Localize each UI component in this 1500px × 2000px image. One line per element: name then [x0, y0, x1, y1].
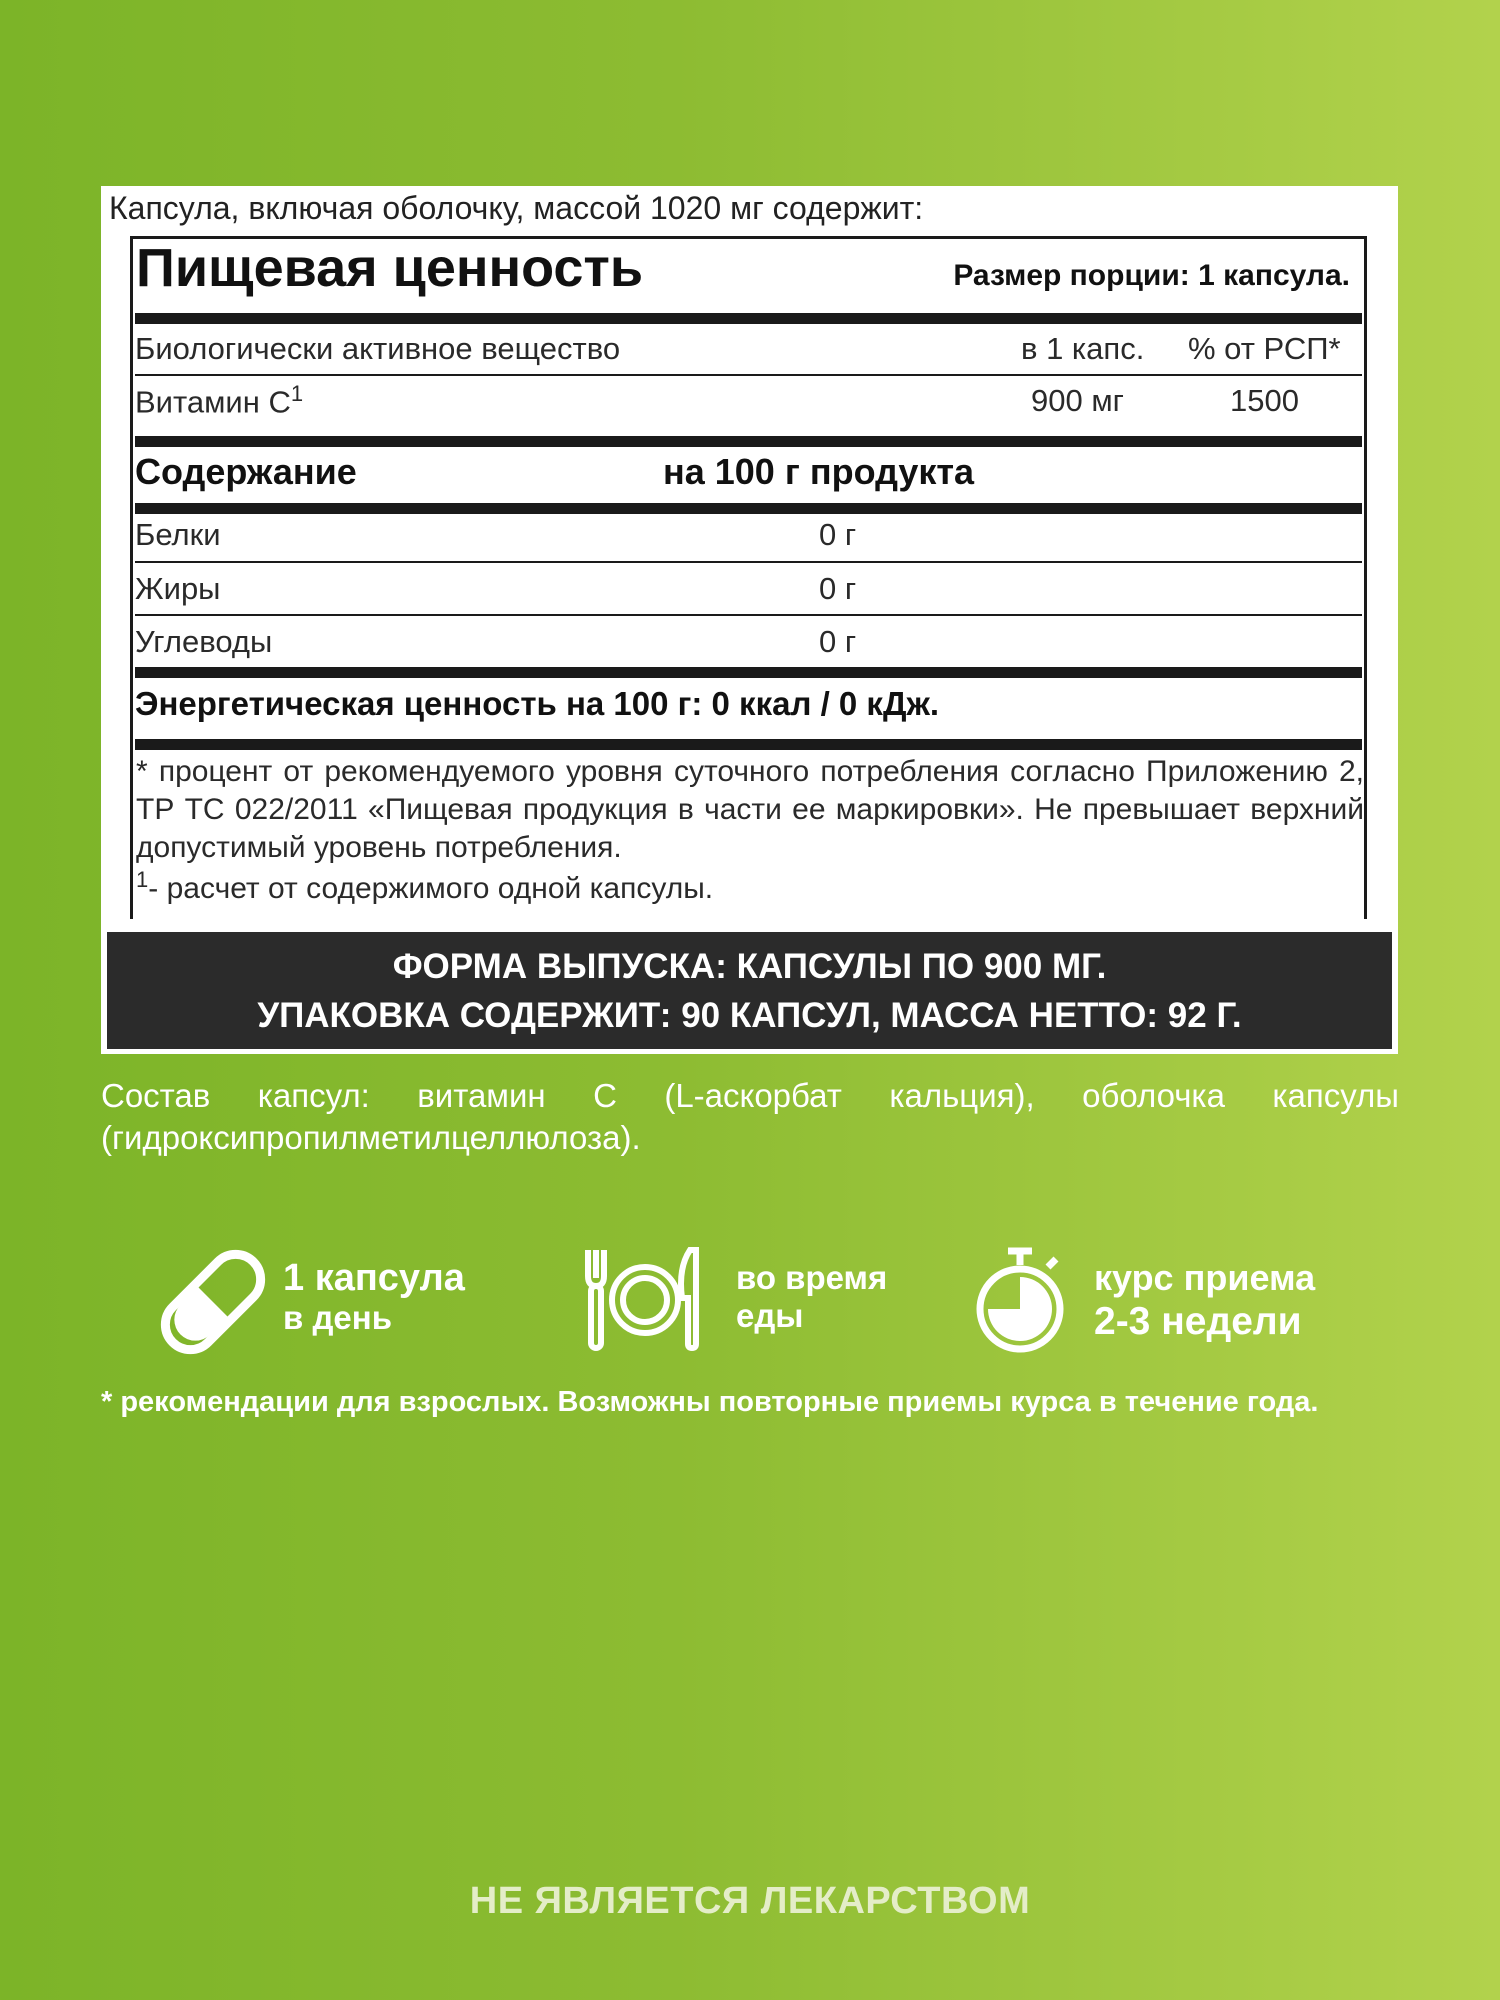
- nutrition-panel: [130, 236, 1367, 919]
- release-line-1: ФОРМА ВЫПУСКА: КАПСУЛЫ ПО 900 МГ.: [392, 947, 1107, 986]
- capsule-icon: [148, 1237, 278, 1367]
- feature-course-line1: курс приема: [1094, 1257, 1316, 1298]
- content-row-carbs-value: 0 г: [819, 624, 857, 659]
- rule-thick: [135, 313, 1362, 324]
- rule-thin: [135, 561, 1362, 563]
- active-header-per-capsule: в 1 капс.: [1021, 331, 1145, 366]
- content-row-protein: Белки: [135, 517, 221, 552]
- content-row-fat: Жиры: [135, 571, 221, 606]
- recommendation-text: * рекомендации для взрослых. Возможны повторные приемы курса в течение года.: [101, 1386, 1319, 1418]
- rule-thin: [135, 614, 1362, 616]
- not-a-drug-disclaimer: НЕ ЯВЛЯЕТСЯ ЛЕКАРСТВОМ: [469, 1880, 1031, 1922]
- release-line-2: УПАКОВКА СОДЕРЖИТ: 90 КАПСУЛ, МАССА НЕТТО: 92 Г.: [257, 996, 1242, 1035]
- rule-thick: [135, 436, 1362, 447]
- active-row-amount: 900 мг: [1031, 383, 1124, 418]
- feature-course-line2: 2-3 недели: [1094, 1300, 1302, 1343]
- content-row-fat-value: 0 г: [819, 571, 857, 606]
- content-header-name: Содержание: [135, 451, 357, 492]
- footnote-one: $^1$- расчет от содержимого одной капсулы.: [136, 867, 714, 905]
- composition-text: Состав капсул: витамин С (L-аскорбат кальция), оболочка капсулы (гидроксипропилметилцеллюлоза).: [101, 1077, 1399, 1156]
- label-intro: Капсула, включая оболочку, массой 1020 мг содержит:: [109, 190, 924, 226]
- energy-value: Энергетическая ценность на 100 г: 0 ккал / 0 кДж.: [135, 685, 940, 722]
- content-header-per100: на 100 г продукта: [663, 451, 975, 492]
- rule-thin: [135, 374, 1362, 376]
- footnote-star: * процент от рекомендуемого уровня суточного потребления согласно Приложению 2, ТР ТС 022/2011 «Пищевая продукция в части ее маркировки». Не превышает верхний допустимый уровень потребления.: [136, 755, 1364, 864]
- nutrition-label: [101, 186, 1398, 1054]
- content-row-protein-value: 0 г: [819, 517, 857, 552]
- release-form-bar: [107, 932, 1392, 1049]
- feature-capsule-line2: в день: [283, 1299, 392, 1336]
- serving-size: Размер порции: 1 капсула.: [953, 259, 1350, 292]
- content-row-carbs: Углеводы: [135, 624, 273, 659]
- feature-meal-line2: еды: [736, 1297, 804, 1334]
- active-header-percent: % от РСП*: [1188, 331, 1341, 366]
- rule-thick: [135, 667, 1362, 678]
- active-row-name: Витамин $С^1$: [135, 381, 304, 420]
- stopwatch-icon: [974, 1245, 1066, 1355]
- fork-plate-knife-icon: [582, 1248, 708, 1350]
- feature-meal-line1: во время: [736, 1259, 888, 1296]
- active-row-percent: 1500: [1230, 383, 1299, 418]
- feature-capsule-line1: 1 капсула: [283, 1257, 465, 1299]
- active-header-name: Биологически активное вещество: [135, 331, 621, 366]
- rule-thick: [135, 739, 1362, 750]
- label-title: Пищевая ценность: [136, 238, 644, 298]
- rule-thick: [135, 503, 1362, 514]
